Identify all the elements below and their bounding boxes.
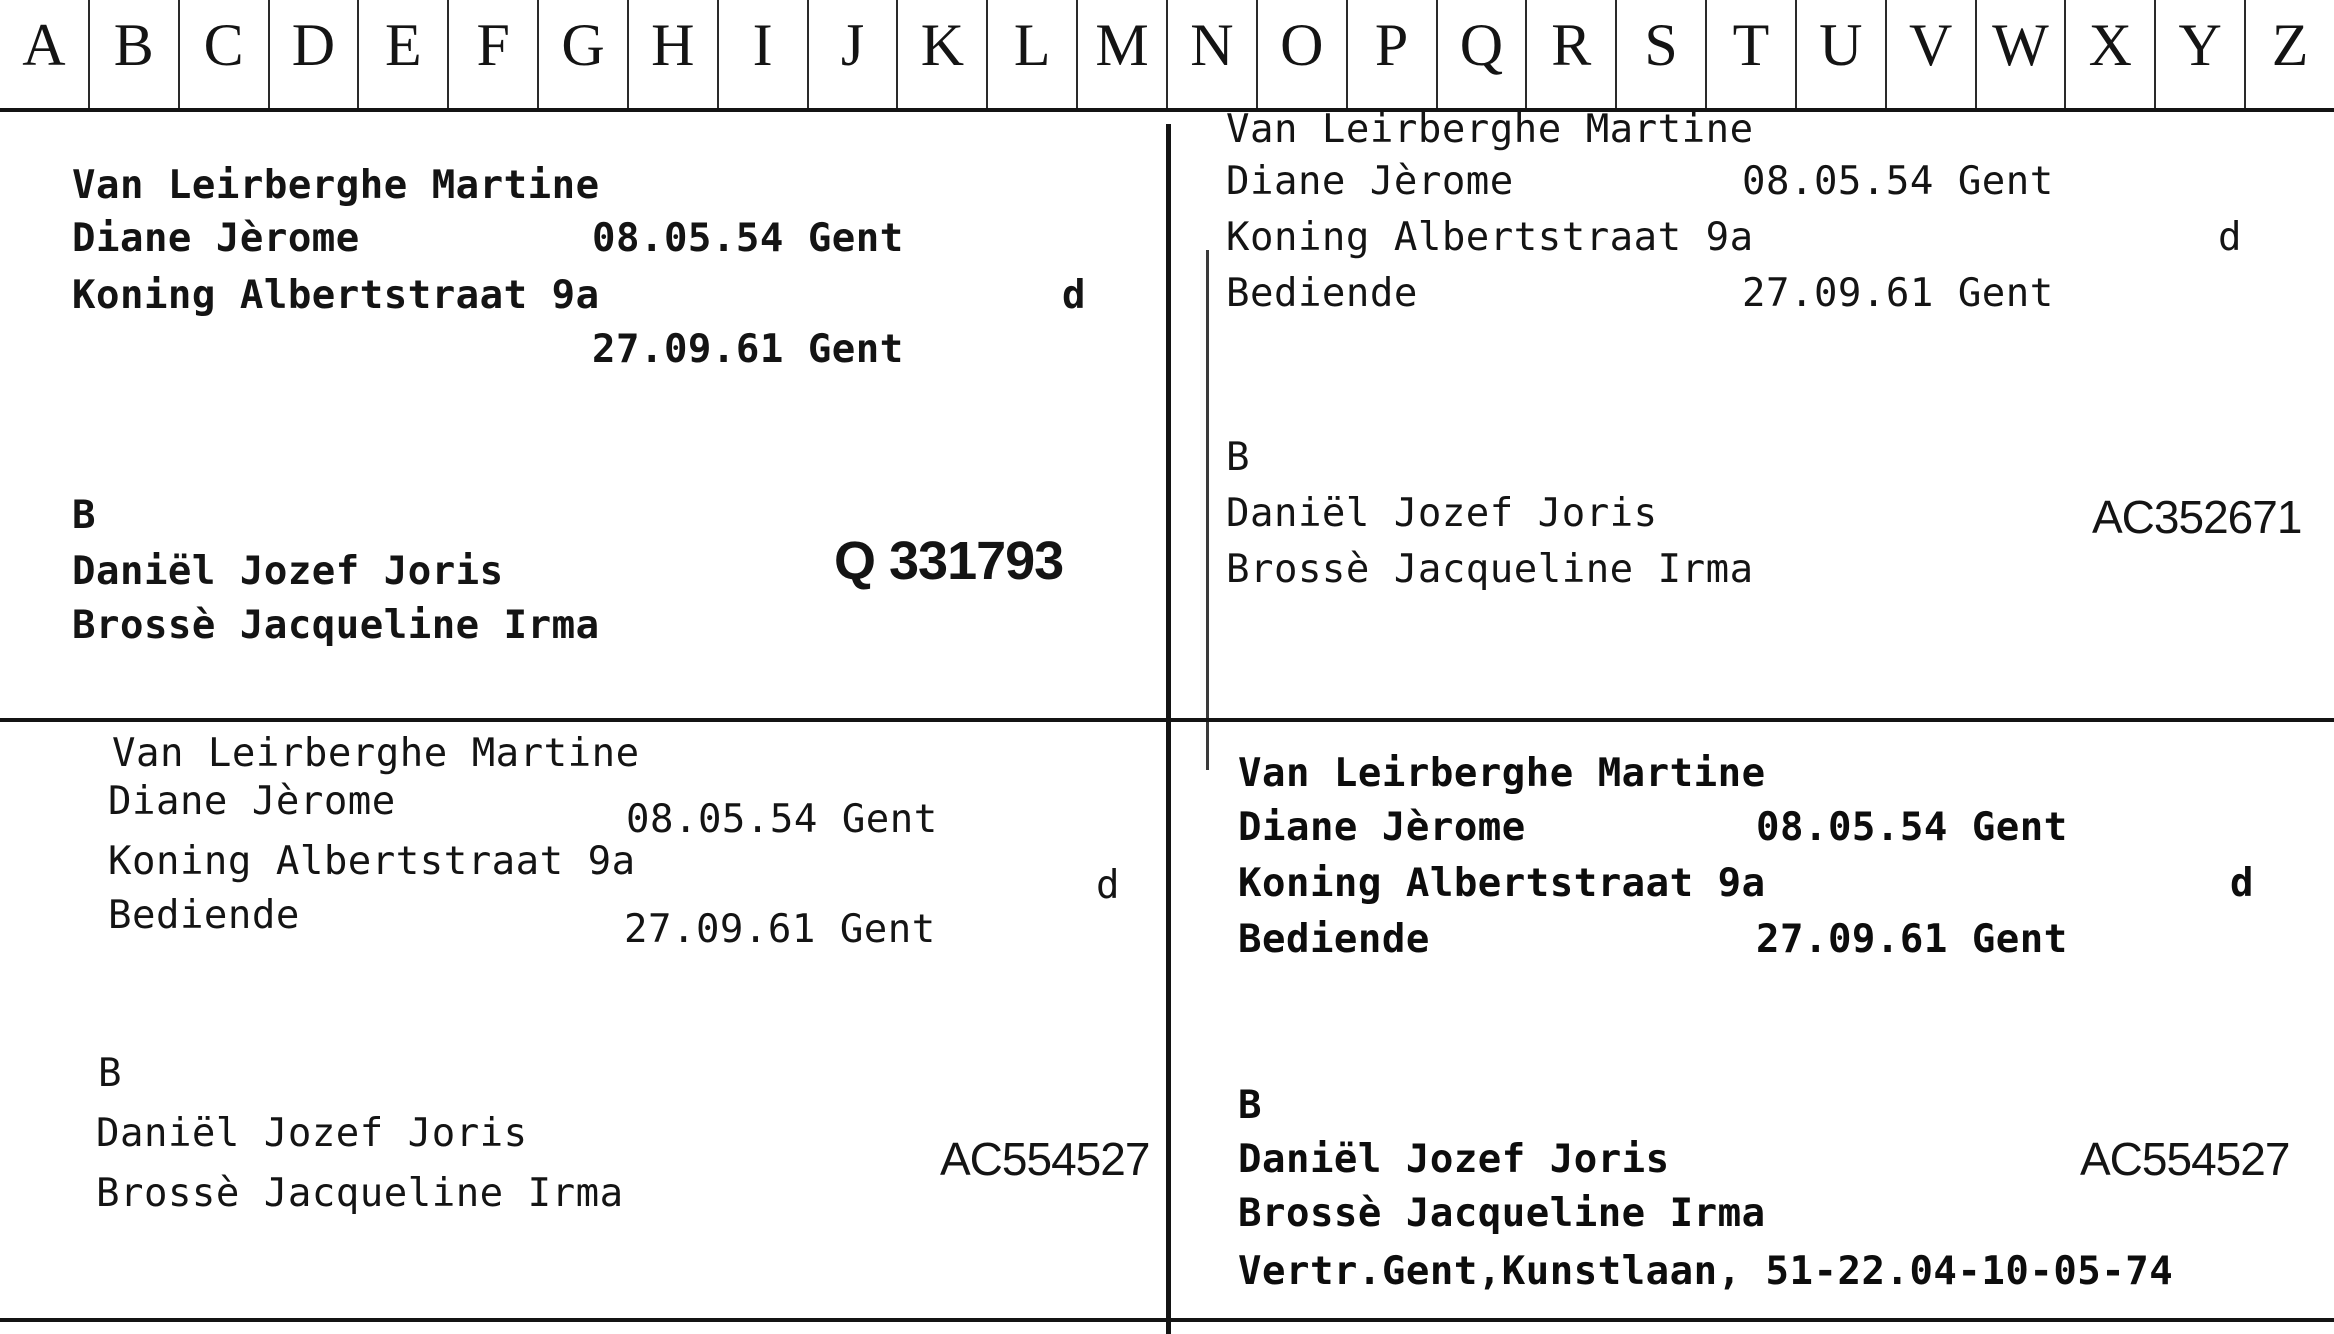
alphabet-index-bar xyxy=(0,0,2334,112)
card-occupation: Bediende xyxy=(108,893,300,938)
card-name: Van Leirberghe Martine xyxy=(1226,107,1754,152)
card-name: Van Leirberghe Martine xyxy=(1238,751,1766,796)
card-birth: 08.05.54 Gent xyxy=(1756,805,2068,850)
tab-r[interactable]: R xyxy=(1525,0,1615,108)
tab-i[interactable]: I xyxy=(717,0,807,108)
tab-k[interactable]: K xyxy=(896,0,986,108)
card-date: 27.09.61 Gent xyxy=(592,327,904,372)
tab-m[interactable]: M xyxy=(1076,0,1166,108)
card-note: Vertr.Gent,Kunstlaan, 51-22.04-10-05-74 xyxy=(1238,1249,2174,1294)
card-mother: Brossè Jacqueline Irma xyxy=(96,1171,624,1216)
card-father: Daniël Jozef Joris xyxy=(1226,491,1658,536)
card-marker: d xyxy=(2230,861,2254,906)
tab-c[interactable]: C xyxy=(178,0,268,108)
card-given-names: Diane Jèrome xyxy=(72,216,360,261)
card-birth: 08.05.54 Gent xyxy=(592,216,904,261)
tab-y[interactable]: Y xyxy=(2154,0,2244,108)
tab-p[interactable]: P xyxy=(1346,0,1436,108)
card-father: Daniël Jozef Joris xyxy=(1238,1137,1670,1182)
tab-o[interactable]: O xyxy=(1256,0,1346,108)
card-address: Koning Albertstraat 9a xyxy=(1226,215,1754,260)
tab-t[interactable]: T xyxy=(1705,0,1795,108)
card-name: Van Leirberghe Martine xyxy=(112,731,640,776)
card-given-names: Diane Jèrome xyxy=(1226,159,1514,204)
tab-f[interactable]: F xyxy=(447,0,537,108)
tab-u[interactable]: U xyxy=(1795,0,1885,108)
card-marker: d xyxy=(1096,863,1120,908)
card-letter: B xyxy=(98,1051,122,1096)
card-address: Koning Albertstraat 9a xyxy=(1238,861,1766,906)
tab-z[interactable]: Z xyxy=(2244,0,2334,108)
card-given-names: Diane Jèrome xyxy=(1238,805,1526,850)
card-number: AC554527 xyxy=(2080,1133,2290,1185)
card-letter: B xyxy=(1238,1083,1262,1128)
horizontal-divider xyxy=(0,718,2334,722)
vertical-divider xyxy=(1166,124,1171,1334)
tab-v[interactable]: V xyxy=(1885,0,1975,108)
tab-h[interactable]: H xyxy=(627,0,717,108)
card-date: 27.09.61 Gent xyxy=(624,907,936,952)
bottom-border xyxy=(0,1318,2334,1322)
card-letter: B xyxy=(72,493,96,538)
card-occupation: Bediende xyxy=(1226,271,1418,316)
card-date: 27.09.61 Gent xyxy=(1756,917,2068,962)
card-birth: 08.05.54 Gent xyxy=(626,797,938,842)
card-number: AC352671 xyxy=(2092,491,2302,543)
tab-b[interactable]: B xyxy=(88,0,178,108)
card-marker: d xyxy=(2218,215,2242,260)
card-date: 27.09.61 Gent xyxy=(1742,271,2054,316)
card-number: Q 331793 xyxy=(834,531,1064,591)
card-address: Koning Albertstraat 9a xyxy=(72,273,600,318)
card-father: Daniël Jozef Joris xyxy=(96,1111,528,1156)
tab-s[interactable]: S xyxy=(1615,0,1705,108)
card-birth: 08.05.54 Gent xyxy=(1742,159,2054,204)
tab-q[interactable]: Q xyxy=(1436,0,1526,108)
card-margin-line xyxy=(1206,250,1209,770)
tab-w[interactable]: W xyxy=(1975,0,2065,108)
tab-a[interactable]: A xyxy=(22,11,66,78)
card-number: AC554527 xyxy=(940,1133,1150,1185)
tab-g[interactable]: G xyxy=(537,0,627,108)
card-letter: B xyxy=(1226,435,1250,480)
tab-d[interactable]: D xyxy=(268,0,358,108)
tab-n[interactable]: N xyxy=(1166,0,1256,108)
tab-l[interactable]: L xyxy=(986,0,1076,108)
tab-x[interactable]: X xyxy=(2064,0,2154,108)
card-mother: Brossè Jacqueline Irma xyxy=(72,603,600,648)
card-occupation: Bediende xyxy=(1238,917,1430,962)
card-marker: d xyxy=(1062,273,1086,318)
card-name: Van Leirberghe Martine xyxy=(72,163,600,208)
tab-j[interactable]: J xyxy=(807,0,897,108)
card-given-names: Diane Jèrome xyxy=(108,779,396,824)
card-father: Daniël Jozef Joris xyxy=(72,549,504,594)
card-mother: Brossè Jacqueline Irma xyxy=(1238,1191,1766,1236)
card-address: Koning Albertstraat 9a xyxy=(108,839,636,884)
tab-e[interactable]: E xyxy=(357,0,447,108)
card-mother: Brossè Jacqueline Irma xyxy=(1226,547,1754,592)
